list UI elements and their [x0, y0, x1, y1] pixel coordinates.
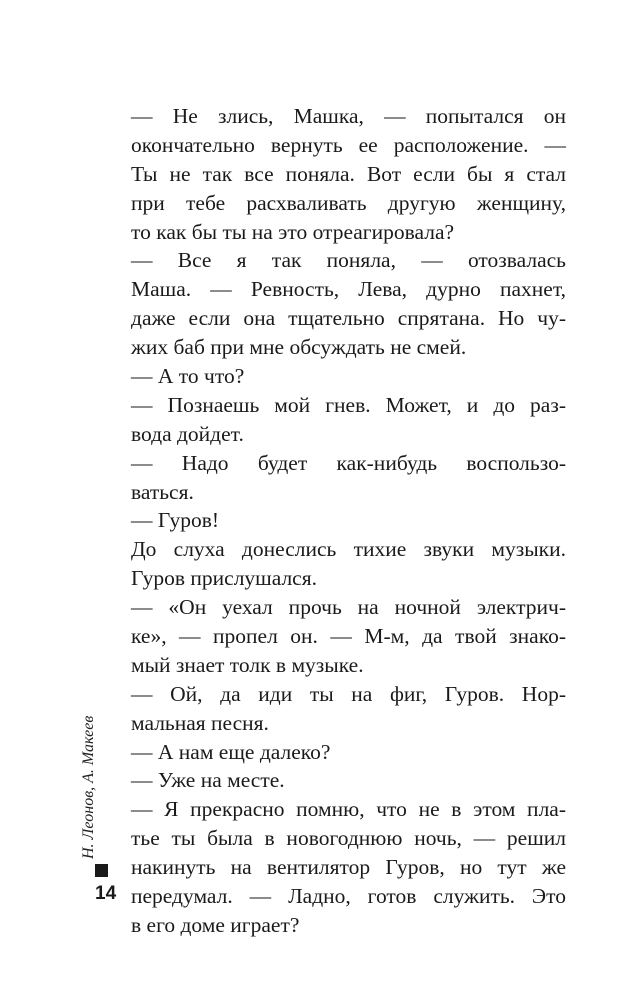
text-line: то как бы ты на это отреагировала? — [131, 219, 455, 244]
text-line: Гуров прислушался. — [131, 566, 317, 591]
text-line: — Надо будет как-нибудь воспользо- — [131, 450, 566, 475]
text-line: мый знает толк в музыке. — [131, 652, 364, 677]
text-line: накинуть на вентилятор Гуров, но тут же — [131, 855, 566, 880]
text-line: — Ой, да иди ты на фиг, Гуров. Нор- — [131, 681, 566, 706]
text-line: — Я прекрасно помню, что не в этом пла- — [131, 797, 566, 822]
text-line: тье ты была в новогоднюю ночь, — решил — [131, 826, 566, 851]
text-line: Ты не так все поняла. Вот если бы я стал — [131, 161, 566, 186]
text-line: мальная песня. — [131, 710, 269, 735]
page-text — [131, 102, 566, 940]
text-line: ке», — пропел он. — М-м, да твой знако- — [131, 624, 566, 649]
text-line: — Познаешь мой гнев. Может, и до раз- — [131, 392, 566, 417]
text-line: даже если она тщательно спрятана. Но чу- — [131, 306, 566, 331]
text-line: ваться. — [131, 479, 194, 504]
text-line: — А то что? — [131, 364, 245, 389]
text-line: — Не злись, Машка, — попытался он — [131, 104, 566, 128]
text-line: передумал. — Ладно, готов служить. Это — [131, 884, 566, 909]
text-line: — «Он уехал прочь на ночной электрич- — [131, 595, 566, 620]
text-line: — Все я так поняла, — отозвалась — [131, 248, 566, 273]
black-square-marker — [95, 864, 108, 877]
text-line: — Гуров! — [131, 508, 220, 533]
text-line: окончательно вернуть ее расположение. — — [131, 132, 566, 157]
author-running-head: Н. Леонов, А. Макеев — [80, 715, 97, 859]
text-line: Маша. — Ревность, Лева, дурно пахнет, — [131, 277, 566, 302]
page-number: 14 — [95, 883, 117, 904]
text-line: при тебе расхваливать другую женщину, — [131, 190, 566, 215]
text-line: До слуха донеслись тихие звуки музыки. — [131, 537, 566, 562]
text-line: — Уже на месте. — [131, 768, 285, 793]
text-line: в его доме играет? — [131, 912, 300, 937]
text-line: — А нам еще далеко? — [131, 739, 331, 764]
text-line: вода дойдет. — [131, 421, 244, 446]
text-line: жих баб при мне обсуждать не смей. — [131, 335, 467, 360]
